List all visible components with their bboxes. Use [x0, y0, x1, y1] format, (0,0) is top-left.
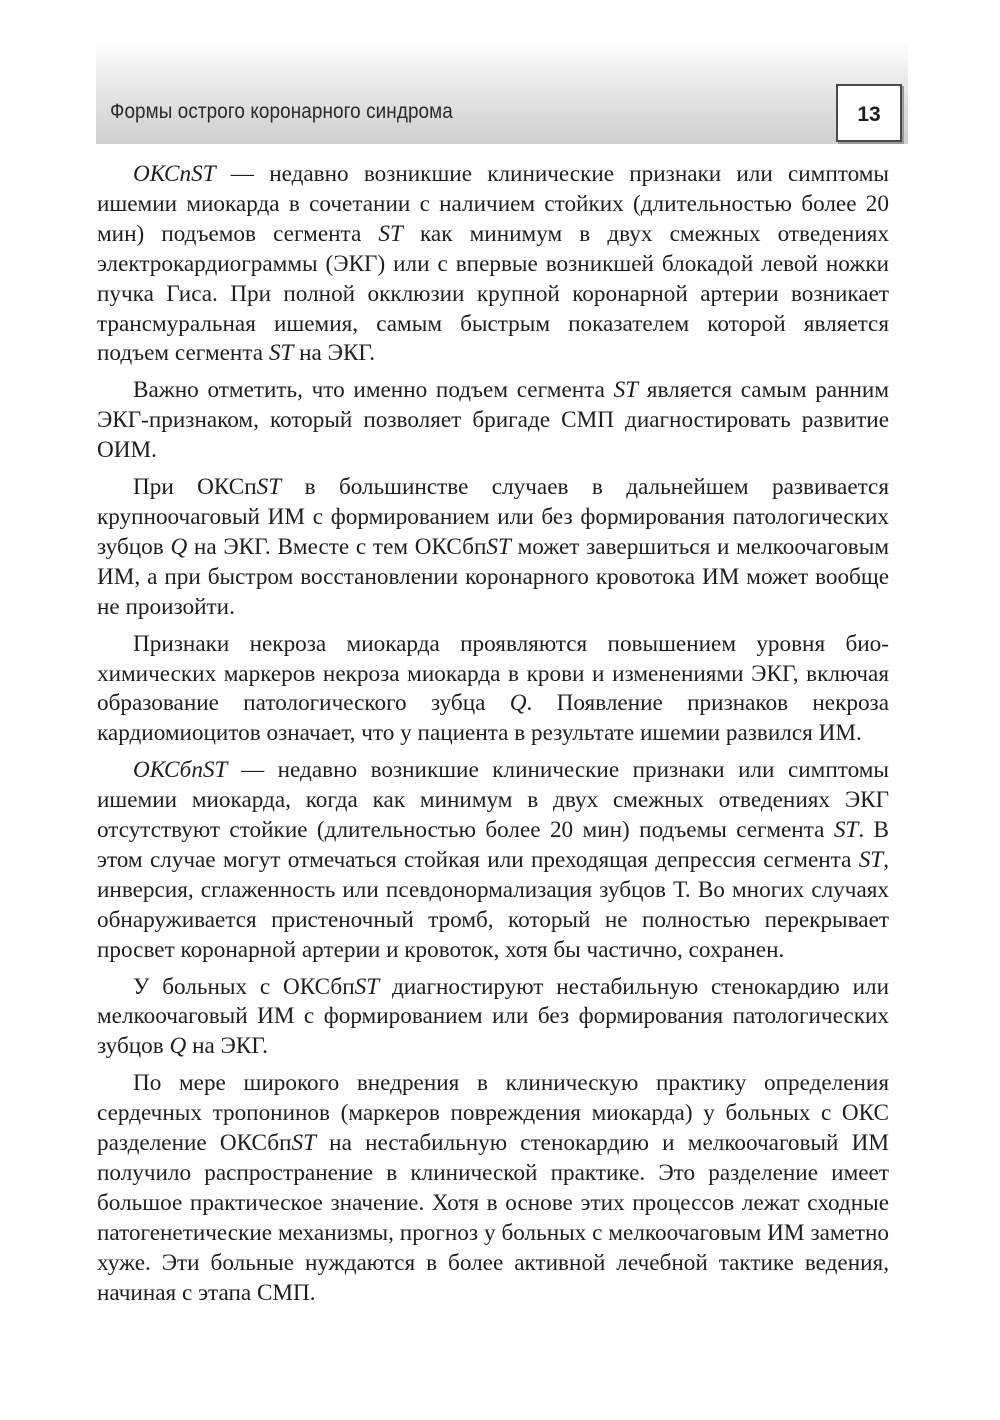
paragraph [97, 630, 889, 750]
page-number-box [836, 84, 902, 142]
text-run: . В этом случае могут отмечаться стойкая или преходящая депрессия сегмента [97, 817, 890, 873]
text-run: У больных с ОКСбп [133, 973, 355, 1000]
text-run: на ЭКГ. Вместе с тем ОКСбп [187, 533, 487, 560]
text-run: диагностируют нестабильную стенокардию или мелкоочаговый ИМ с формированием или без формирования патологических зубцов [97, 973, 889, 1060]
italic-term: ОКСпST [133, 161, 216, 187]
text-run: на ЭКГ. [186, 1033, 268, 1060]
italic-term: ST [486, 533, 511, 560]
text-run: на нестабильную стенокардию и мелкоочаговый ИМ получило распространение в клинической практике. Это разделение имеет большое практическое значение. Хотя в основе этих процессов лежат сходные патогенетические механизмы, прогноз у больных с мелкоочаговым ИМ заметно хуже. Эти больные нуждаются в более активной лечебной тактике ведения, начиная с этапа СМП. [97, 1130, 889, 1306]
paragraph [97, 473, 889, 623]
paragraph [97, 756, 889, 965]
italic-term: ST [354, 973, 380, 1000]
paragraph [97, 1069, 889, 1308]
text-run: как минимум в двух смежных отведениях электрокардиограммы (ЭКГ) или с впервые возникшей блокадой левой ножки пучка Гиса. При полной окклюзии крупной коронарной артерии возникает трансмуральная ишемия, самым быстрым показателем которой является подъем сегмента [97, 220, 890, 367]
text-run: — недавно возникшие клинические признаки или симптомы ишемии миокарда в сочетании с наличием стойких (длительностью более 20 мин) подъемов сегмента [97, 161, 889, 247]
text-run: в большинстве случаев в дальнейшем развивается крупноочаговый ИМ с формированием или без формирования патологических зубцов [97, 474, 889, 560]
text-run: является самым ранним ЭКГ-признаком, который позволяет бригаде СМП диагностировать развитие ОИМ. [97, 377, 889, 464]
page-number: 13 [857, 103, 881, 126]
italic-term: ST [268, 340, 294, 367]
text-run: — недавно возникшие клинические признаки или симптомы ишемии миокарда, когда как минимум в двух смежных отведениях ЭКГ отсутствуют стойкие (длительностью более 20 мин) подъемы сегмента [97, 757, 889, 844]
running-header-title: Формы острого коронарного синдрома [110, 100, 453, 123]
italic-term: ST [291, 1130, 316, 1157]
italic-term: Q [509, 690, 527, 717]
text-run: Признаки некроза миокарда проявляются повышением уровня биохимических маркеров некроза миокарда в крови и изменениями ЭКГ, включая образование патологического зубца [97, 630, 889, 717]
paragraph [97, 160, 889, 369]
italic-term: ОКСбпST [133, 757, 228, 784]
text-run: на ЭКГ. [293, 340, 375, 367]
italic-term: ST [858, 846, 884, 873]
text-run: По мере широкого внедрения в клиническую практику определения сердечных тропонинов (маркеров повреждения миокарда) у больных с ОКС разделение ОКСбп [97, 1070, 889, 1157]
body-text [97, 160, 889, 1316]
running-header-band [96, 40, 908, 144]
italic-term: ST [378, 220, 403, 247]
italic-term: ST [833, 817, 859, 844]
paragraph [97, 973, 889, 1063]
italic-term: Q [169, 1033, 187, 1060]
text-run: . Появление признаков некроза кардиомиоцитов означает, что у пациента в результате ишемии развился ИМ. [97, 690, 889, 747]
italic-term: ST [256, 474, 282, 501]
text-run: может завершиться и мелкоочаговым ИМ, а при быстром восстановлении коронарного кровотока ИМ может вообще не произойти. [97, 533, 889, 620]
text-run: Важно отметить, что именно подъем сегмента [133, 377, 614, 404]
italic-term: Q [170, 533, 188, 560]
text-run: , инверсия, сглаженность или псевдонормализация зубцов Т. Во многих случаях обнаруживается пристеночный тромб, который не полностью перекрывает просвет коронарной артерии и кровоток, хотя бы частично, сохранен. [97, 846, 889, 963]
paragraph [97, 376, 889, 466]
text-run: При ОКСп [133, 474, 257, 501]
italic-term: ST [613, 377, 639, 404]
